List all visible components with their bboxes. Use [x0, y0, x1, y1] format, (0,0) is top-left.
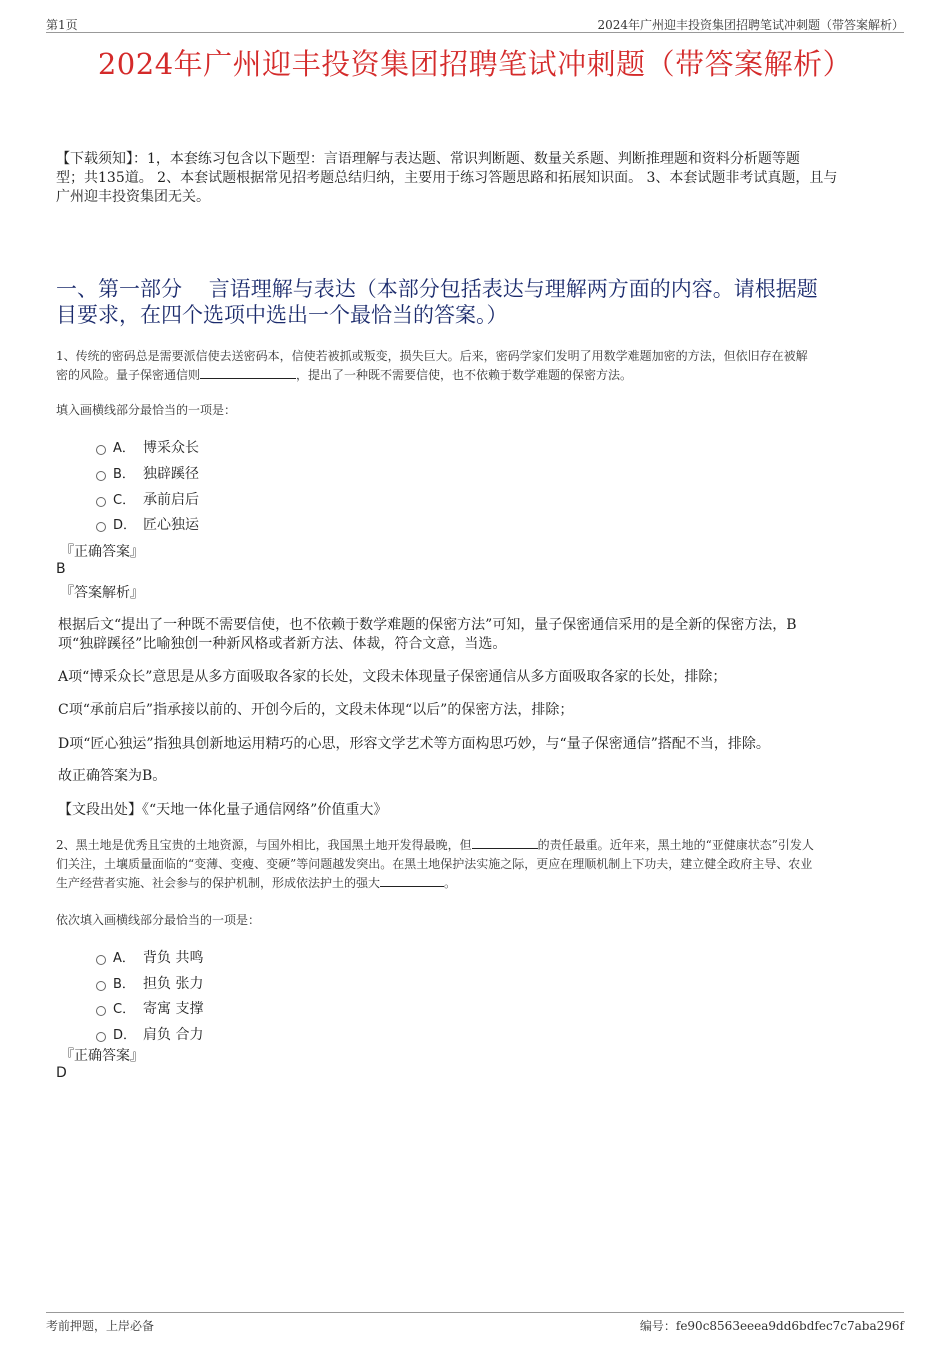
notice-line: 【下载须知】：1，本套练习包含以下题型：言语理解与表达题、常识判断题、数量关系题、判断推理题和资料分析题等题	[56, 151, 800, 167]
question-text-line: 们关注，土壤质量面临的“变薄、变瘦、变硬”等问题越发突出。在黑土地保护法实施之际，更应在理顺机制上下功夫，建立健全政府主导、农业	[56, 857, 813, 871]
section-heading-line: 目要求，在四个选项中选出一个最恰当的答案。）	[56, 303, 508, 327]
answer-value: B	[56, 561, 66, 577]
analysis-paragraph: D项“匠心独运”指独具创新地运用精巧的心思，形容文学艺术等方面构思巧妙，与“量子保密通信”搭配不当，排除。	[58, 736, 770, 752]
answer-label: 『正确答案』	[60, 1048, 144, 1064]
answer-label: 『正确答案』	[60, 544, 144, 560]
question-1-option-b[interactable]: B． 独辟蹊径	[96, 463, 199, 483]
radio-icon[interactable]	[96, 955, 106, 965]
analysis-label: 『答案解析』	[60, 585, 144, 601]
question-1-text	[56, 347, 906, 385]
question-2-option-b[interactable]: B． 担负 张力	[96, 973, 203, 993]
question-2-option-c[interactable]: C． 寄寓 支撑	[96, 998, 203, 1018]
analysis-paragraph: 故正确答案为B。	[58, 768, 167, 784]
question-2-option-a[interactable]: A． 背负 共鸣	[96, 947, 203, 967]
question-text-line: 1、传统的密码总是需要派信使去送密码本，信使若被抓或叛变，损失巨大。后来，密码学家们发明了用数学难题加密的方法，但依旧存在被解	[56, 349, 808, 363]
answer-value: D	[56, 1065, 67, 1081]
analysis-paragraph: C项“承前启后”指承接以前的、开创今后的，文段未体现“以后”的保密方法，排除；	[58, 702, 574, 718]
header-doc-title: 2024年广州迎丰投资集团招聘笔试冲刺题（带答案解析）	[597, 18, 904, 32]
question-1-option-c[interactable]: C． 承前启后	[96, 489, 199, 509]
radio-icon[interactable]	[96, 522, 106, 532]
question-2-text	[56, 836, 906, 893]
fill-blank	[380, 874, 444, 887]
radio-icon[interactable]	[96, 981, 106, 991]
section-heading-line: 一、第一部分 言语理解与表达（本部分包括表达与理解两方面的内容。请根据题	[56, 277, 818, 301]
question-text-line: 密的风险。量子保密通信则 ，提出了一种既不需要信使，也不依赖于数学难题的保密方法。	[56, 368, 633, 382]
page-footer	[46, 1312, 904, 1335]
page-header	[46, 14, 904, 33]
notice-line: 型；共135道。 2、本套试题根据常见招考题总结归纳，主要用于练习答题思路和拓展知识面。 3、本套试题非考试真题，且与	[56, 170, 838, 186]
radio-icon[interactable]	[96, 497, 106, 507]
question-1-option-a[interactable]: A． 博采众长	[96, 437, 199, 457]
analysis-paragraph: A项“博采众长”意思是从多方面吸取各家的长处，文段未体现量子保密通信从多方面吸取各家的长处，排除；	[58, 669, 727, 685]
section-heading	[56, 276, 906, 328]
analysis-paragraph: 根据后文“提出了一种既不需要信使，也不依赖于数学难题的保密方法”可知，量子保密通信采用的是全新的保密方法，B 项“独辟蹊径”比喻独创一种新风格或者新方法、体裁，符合文意，当选。	[58, 617, 797, 652]
question-1-prompt: 填入画横线部分最恰当的一项是：	[56, 403, 237, 417]
question-1-option-d[interactable]: D． 匠心独运	[96, 514, 199, 534]
question-2-prompt: 依次填入画横线部分最恰当的一项是：	[56, 913, 261, 927]
radio-icon[interactable]	[96, 445, 106, 455]
download-notice	[56, 150, 906, 207]
notice-line: 广州迎丰投资集团无关。	[56, 189, 210, 205]
document-title: 2024年广州迎丰投资集团招聘笔试冲刺题（带答案解析）	[97, 47, 853, 81]
radio-icon[interactable]	[96, 1006, 106, 1016]
source-citation: 【文段出处】《“天地一体化量子通信网络”价值重大》	[58, 802, 388, 818]
fill-blank	[472, 836, 538, 849]
question-2-option-d[interactable]: D． 肩负 合力	[96, 1024, 203, 1044]
fill-blank	[200, 366, 296, 379]
radio-icon[interactable]	[96, 471, 106, 481]
page-number: 第1页	[46, 18, 78, 32]
question-text-line: 2、黑土地是优秀且宝贵的土地资源，与国外相比，我国黑土地开发得最晚，但 的责任最重。近年来，黑土地的“亚健康状态”引发人	[56, 838, 814, 852]
question-text-line: 生产经营者实施、社会参与的保护机制，形成依法护土的强大 。	[56, 876, 457, 890]
radio-icon[interactable]	[96, 1032, 106, 1042]
footer-serial: 编号：fe90c8563eeea9dd6bdfec7c7aba296f	[639, 1319, 904, 1333]
footer-slogan: 考前押题，上岸必备	[46, 1319, 155, 1333]
